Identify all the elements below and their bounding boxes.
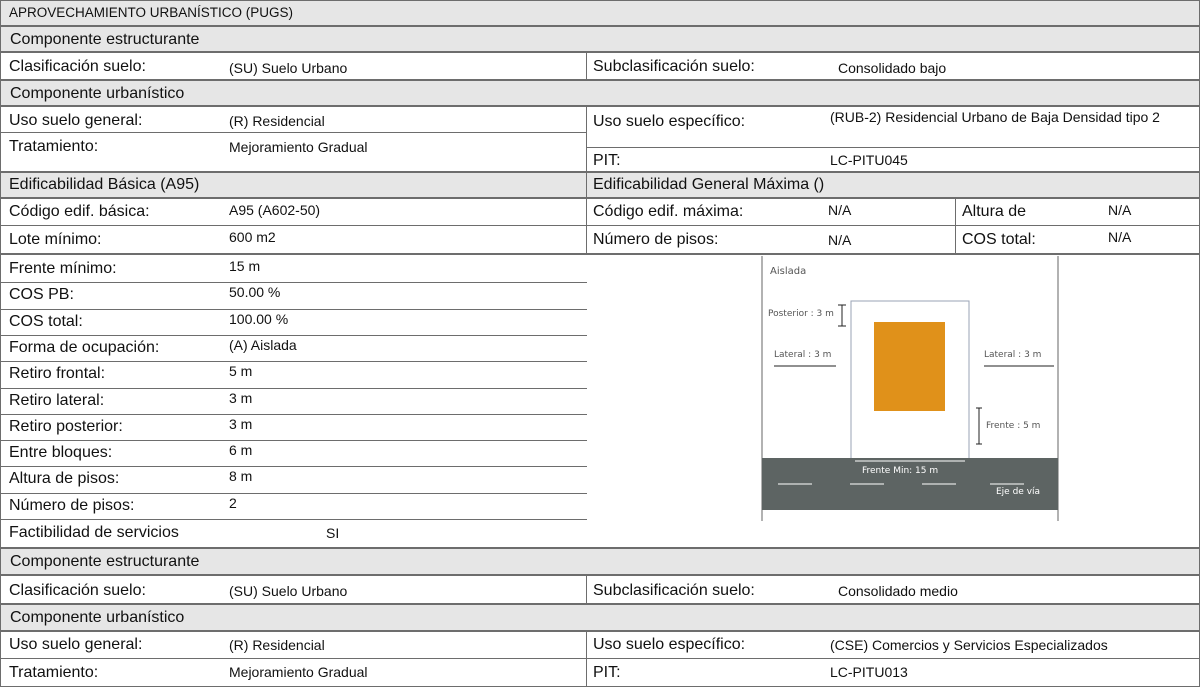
uso-general-label-2: Uso suelo general: [9, 636, 143, 653]
urbanistico-header-2 [0, 604, 1200, 631]
param-row-divider [0, 361, 587, 362]
uso-especifico-value: (RUB-2) Residencial Urbano de Baja Densidad tipo 2 [830, 109, 1160, 125]
frente-min-label: Frente Min: 15 m [862, 466, 939, 476]
param-row-divider [0, 335, 587, 336]
subclasificacion-value: Consolidado bajo [838, 60, 947, 76]
lote-label: Lote mínimo: [9, 231, 102, 248]
lateral-right-label: Lateral : 3 m [984, 350, 1042, 360]
pit-value-2: LC-PITU013 [830, 664, 908, 680]
param-row-divider [0, 466, 587, 467]
param-label: COS total: [9, 313, 83, 330]
pit-value: LC-PITU045 [830, 152, 908, 168]
param-row-divider [0, 440, 587, 441]
subclasificacion-value-2: Consolidado medio [838, 583, 958, 599]
tratamiento-label-2: Tratamiento: [9, 664, 99, 681]
uso-general-value-2: (R) Residencial [229, 637, 325, 653]
urbanistico-header-label-2: Componente urbanístico [10, 609, 185, 626]
param-value: 6 m [229, 442, 253, 458]
codigo-basica-label: Código edif. básica: [9, 203, 150, 220]
clasificacion-label-2: Clasificación suelo: [9, 582, 146, 599]
pit-label: PIT: [593, 152, 621, 169]
param-value: 100.00 % [229, 311, 289, 327]
estructurante-header-2 [0, 548, 1200, 575]
param-label: Retiro posterior: [9, 418, 123, 435]
param-value: 3 m [229, 416, 253, 432]
param-value: (A) Aislada [229, 337, 297, 353]
param-row-divider [0, 493, 587, 494]
param-value: 15 m [229, 258, 261, 274]
altura-label: Altura de [962, 203, 1027, 220]
estructurante-header-label-2: Componente estructurante [10, 553, 200, 570]
clasificacion-value-2: (SU) Suelo Urbano [229, 583, 348, 599]
tratamiento-value-2: Mejoramiento Gradual [229, 664, 368, 680]
clasificacion-label: Clasificación suelo: [9, 58, 146, 75]
param-value: 2 [229, 495, 237, 511]
uso-general-label: Uso suelo general: [9, 112, 143, 129]
param-label: Número de pisos: [9, 497, 135, 514]
cos-total-max-value: N/A [1108, 229, 1132, 245]
factibilidad-value: SI [326, 525, 340, 541]
edif-basica-header: Edificabilidad Básica (A95) [9, 176, 200, 193]
codigo-maxima-value: N/A [828, 202, 852, 218]
posterior-label: Posterior : 3 m [768, 309, 834, 319]
param-row-divider [0, 414, 587, 415]
param-label: COS PB: [9, 286, 74, 303]
param-value: 5 m [229, 363, 253, 379]
param-value: 3 m [229, 390, 253, 406]
cos-total-max-label: COS total: [962, 231, 1036, 248]
param-value: 8 m [229, 468, 253, 484]
numero-pisos-max-value: N/A [828, 232, 852, 248]
param-label: Frente mínimo: [9, 260, 117, 277]
subclasificacion-label-2: Subclasificación suelo: [593, 582, 755, 599]
estructurante-header-label: Componente estructurante [10, 31, 200, 48]
param-label: Entre bloques: [9, 444, 113, 461]
uso-especifico-label-2: Uso suelo específico: [593, 636, 746, 653]
codigo-maxima-label: Código edif. máxima: [593, 203, 744, 220]
tratamiento-value: Mejoramiento Gradual [229, 139, 368, 155]
param-row-divider [0, 309, 587, 310]
codigo-basica-value: A95 (A602-50) [229, 202, 321, 218]
ocupacion-diagram [760, 256, 1060, 522]
eje-via-label: Eje de vía [996, 487, 1041, 497]
tratamiento-label: Tratamiento: [9, 138, 99, 155]
diagram-type-label: Aislada [770, 266, 807, 277]
param-row-divider [0, 282, 587, 283]
lateral-left-label: Lateral : 3 m [774, 350, 832, 360]
estructurante-header [0, 26, 1200, 52]
param-label: Retiro lateral: [9, 392, 105, 409]
param-value: 50.00 % [229, 284, 281, 300]
frente-label: Frente : 5 m [986, 421, 1041, 431]
subclasificacion-label: Subclasificación suelo: [593, 58, 755, 75]
building-footprint [874, 322, 945, 411]
page-title: APROVECHAMIENTO URBANÍSTICO (PUGS) [9, 5, 294, 20]
clasificacion-value: (SU) Suelo Urbano [229, 60, 348, 76]
pit-label-2: PIT: [593, 664, 621, 681]
numero-pisos-max-label: Número de pisos: [593, 231, 719, 248]
altura-value: N/A [1108, 202, 1132, 218]
edif-general-header: Edificabilidad General Máxima () [593, 176, 825, 193]
uso-especifico-label: Uso suelo específico: [593, 113, 746, 130]
uso-especifico-value-2: (CSE) Comercios y Servicios Especializados [830, 637, 1108, 653]
param-label: Altura de pisos: [9, 470, 120, 487]
title-bar [0, 0, 1200, 26]
factibilidad-label: Factibilidad de servicios [9, 524, 179, 541]
lote-value: 600 m2 [229, 229, 276, 245]
urbanistico-header-label: Componente urbanístico [10, 85, 185, 102]
param-label: Forma de ocupación: [9, 339, 160, 356]
urbanistico-header [0, 80, 1200, 106]
param-row-divider [0, 388, 587, 389]
uso-general-value: (R) Residencial [229, 113, 325, 129]
param-label: Retiro frontal: [9, 365, 106, 382]
